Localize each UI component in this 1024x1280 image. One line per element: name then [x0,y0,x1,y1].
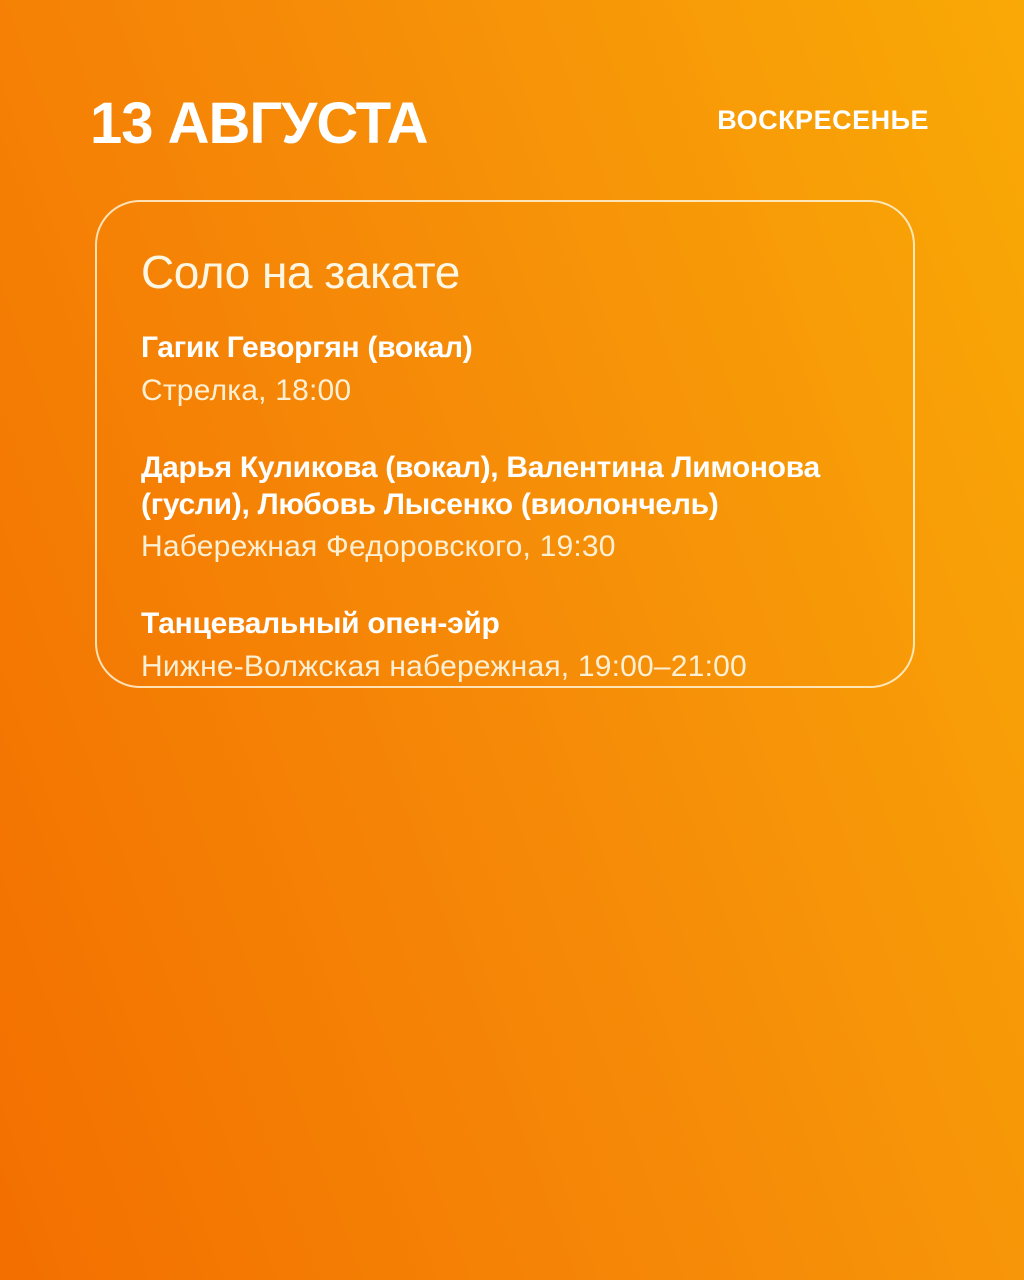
poster-header [90,91,929,156]
event-location-time: Стрелка, 18:00 [141,374,352,408]
weekday-label: ВОСКРЕСЕНЬЕ [717,105,929,135]
event-location-time: Нижне-Волжская набережная, 19:00–21:00 [141,649,747,683]
event-item [141,450,869,566]
card-title: Соло на закате [141,246,460,298]
event-location-time: Набережная Федоровского, 19:30 [141,530,616,564]
event-name: Дарья Куликова (вокал), Валентина Лимонова (гусли), Любовь Лысенко (виолончель) [141,450,820,521]
event-name: Гагик Геворгян (вокал) [141,331,473,365]
date-title: 13 АВГУСТА [90,91,428,156]
event-item [141,330,869,409]
event-item [141,606,869,685]
event-card [95,200,915,688]
event-name: Танцевальный опен-эйр [141,606,500,640]
